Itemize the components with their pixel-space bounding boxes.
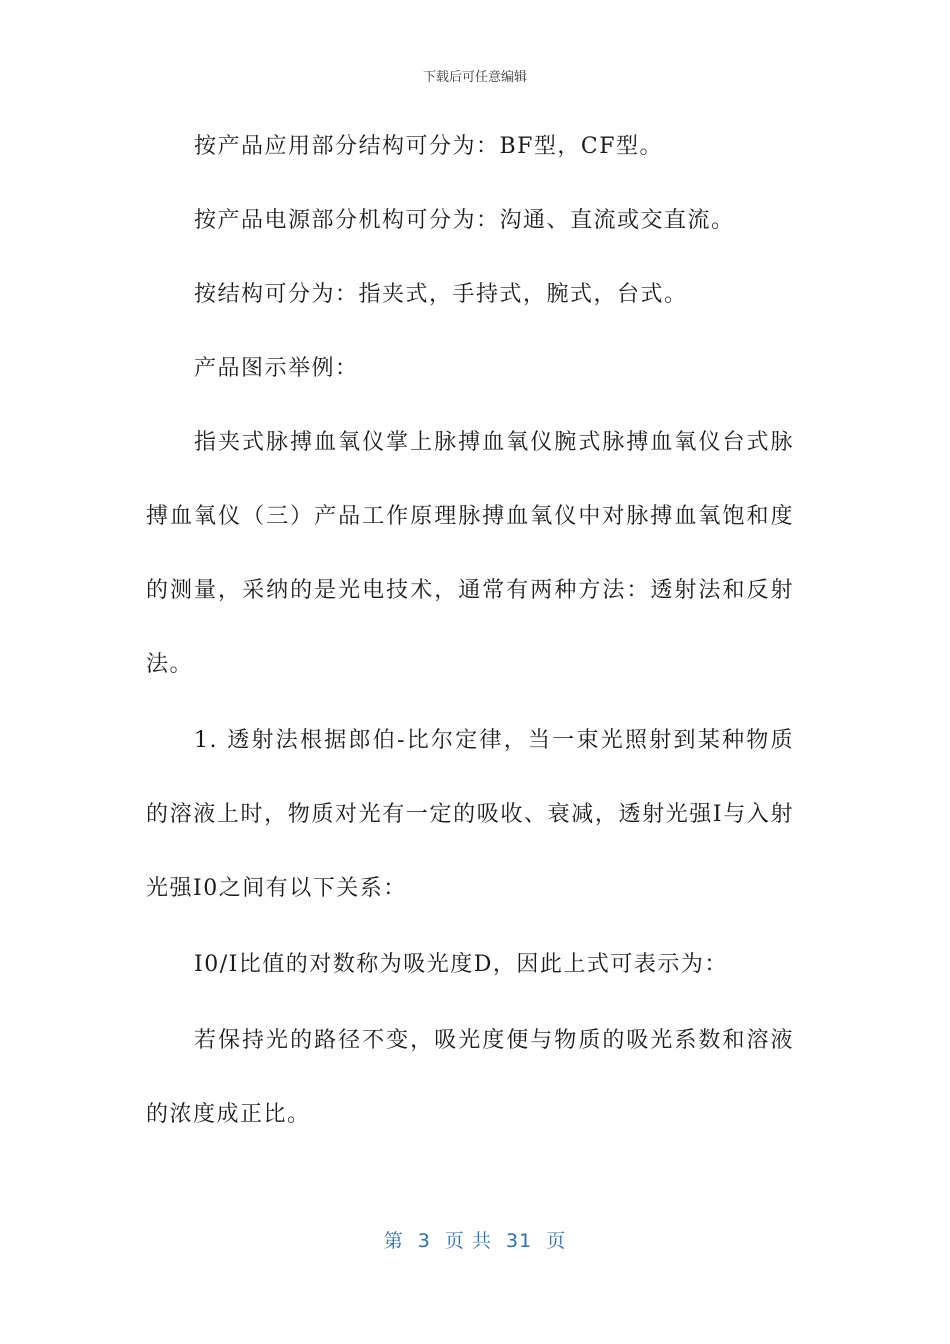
page-number-footer: 第 3 页 共 31 页 — [383, 1230, 567, 1252]
paragraph-2: 按产品电源部分机构可分为：沟通、直流或交直流。 — [194, 208, 735, 233]
paragraph-6: 1. 透射法根据郎伯-比尔定律，当一束光照射到某种物质的溶液上时，物质对光有一定的吸收、衰减，透射光强I与入射光强I0之间有以下关系： — [146, 728, 794, 901]
header-note: 下载后可任意编辑 — [422, 70, 527, 85]
paragraph-5: 指夹式脉搏血氧仪掌上脉搏血氧仪腕式脉搏血氧仪台式脉搏血氧仪（三）产品工作原理脉搏血氧仪中对脉搏血氧饱和度的测量，采纳的是光电技术，通常有两种方法：透射法和反射法。 — [146, 430, 794, 677]
paragraph-8: 若保持光的路径不变，吸光度便与物质的吸光系数和溶液的浓度成正比。 — [146, 1028, 794, 1127]
paragraph-3: 按结构可分为：指夹式，手持式，腕式，台式。 — [194, 282, 688, 307]
paragraph-1: 按产品应用部分结构可分为：BF型，CF型。 — [194, 134, 664, 159]
paragraph-4: 产品图示举例： — [194, 356, 359, 381]
paragraph-7: I0/I比值的对数称为吸光度D，因此上式可表示为： — [194, 952, 728, 977]
